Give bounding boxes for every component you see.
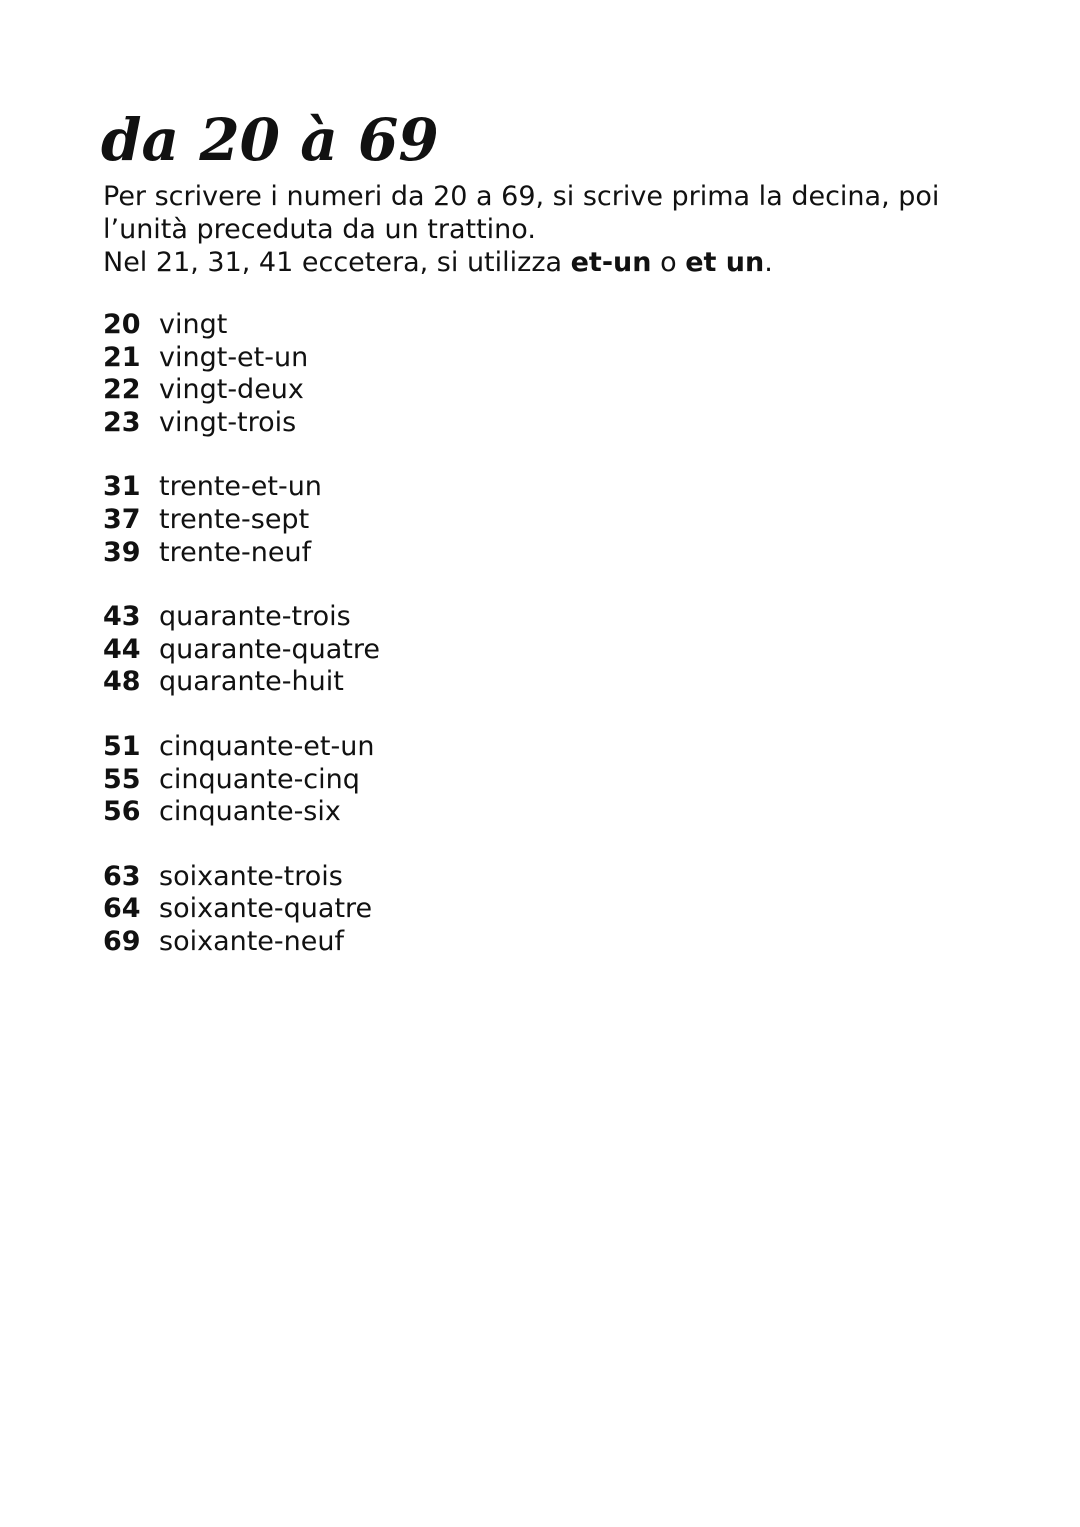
number-digit: 56 <box>103 796 141 828</box>
number-digit: 55 <box>103 763 141 795</box>
number-digit: 20 <box>103 309 141 340</box>
number-digit: 51 <box>103 730 141 762</box>
number-row <box>103 342 1003 375</box>
number-digit: 21 <box>103 341 141 373</box>
number-row <box>103 537 1003 570</box>
intro-line-2 <box>103 246 1003 279</box>
number-row <box>103 601 1003 634</box>
intro-bold-et-un-space: et un <box>685 247 765 278</box>
intro-line-2-prefix: Nel 21, 31, 41 eccetera, si utilizza <box>103 247 571 278</box>
number-row <box>103 407 1003 440</box>
number-row <box>103 796 1003 829</box>
number-digit: 44 <box>103 633 141 665</box>
number-word: quarante-quatre <box>159 633 380 665</box>
number-digit: 31 <box>103 471 141 503</box>
page-title: da 20 à 69 <box>101 106 439 174</box>
number-group-forties <box>103 601 1003 699</box>
intro-line-1: Per scrivere i numeri da 20 a 69, si scrive prima la decina, poi l’unità preceduta da un trattino. <box>103 181 940 245</box>
number-word: soixante-quatre <box>159 893 373 925</box>
number-word: vingt-deux <box>159 374 304 406</box>
number-word: quarante-trois <box>159 601 351 633</box>
number-word: quarante-huit <box>159 666 344 698</box>
intro-bold-et-un-hyphen: et-un <box>570 247 652 278</box>
number-word: cinquante-six <box>159 796 341 828</box>
number-row <box>103 666 1003 699</box>
number-row <box>103 861 1003 894</box>
number-word: soixante-trois <box>159 860 343 892</box>
number-digit: 64 <box>103 893 141 925</box>
number-group-thirties <box>103 471 1003 569</box>
number-word: trente-et-un <box>159 471 322 503</box>
number-digit: 69 <box>103 925 141 957</box>
number-row <box>103 764 1003 797</box>
number-row <box>103 504 1003 537</box>
number-row <box>103 309 1003 342</box>
number-row <box>103 731 1003 764</box>
number-group-sixties <box>103 861 1003 959</box>
number-word: vingt-trois <box>159 406 297 438</box>
number-word: vingt-et-un <box>159 341 309 373</box>
number-word: trente-neuf <box>159 536 312 568</box>
number-digit: 63 <box>103 860 141 892</box>
intro-line-2-suffix: . <box>764 247 773 278</box>
number-row <box>103 374 1003 407</box>
number-row <box>103 926 1003 959</box>
number-digit: 43 <box>103 601 141 633</box>
number-word: soixante-neuf <box>159 925 345 957</box>
number-word: trente-sept <box>159 503 310 535</box>
number-groups <box>103 309 1003 959</box>
number-row <box>103 471 1003 504</box>
number-digit: 37 <box>103 503 141 535</box>
document-page <box>103 100 1003 991</box>
number-group-twenties <box>103 309 1003 439</box>
number-word: vingt <box>159 309 228 340</box>
number-row <box>103 893 1003 926</box>
intro-text <box>103 180 1003 279</box>
number-digit: 39 <box>103 536 141 568</box>
number-digit: 22 <box>103 374 141 406</box>
number-group-fifties <box>103 731 1003 829</box>
number-word: cinquante-cinq <box>159 763 360 795</box>
number-word: cinquante-et-un <box>159 730 375 762</box>
number-digit: 23 <box>103 406 141 438</box>
number-row <box>103 634 1003 667</box>
number-digit: 48 <box>103 666 141 698</box>
intro-line-2-middle: o <box>651 247 686 278</box>
